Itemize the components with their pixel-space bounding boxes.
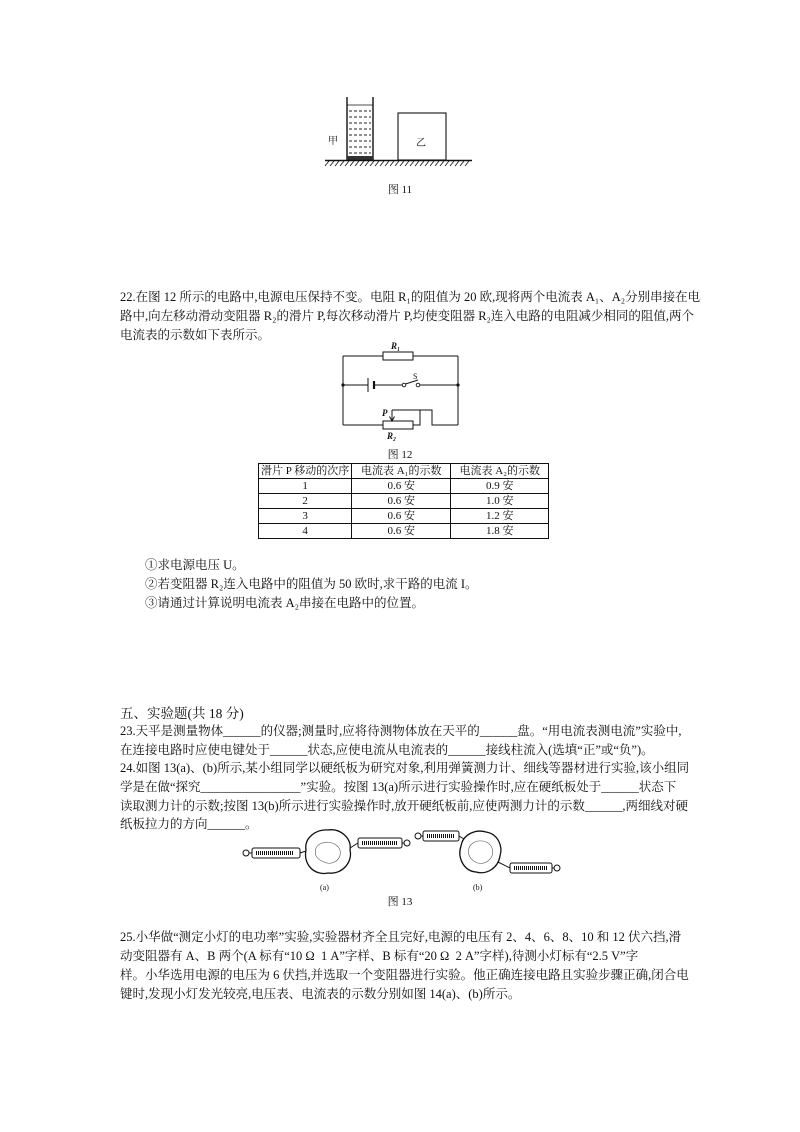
question-24-line: 读取测力计的示数;按图 13(b)所示进行实验操作时,放开硬纸板前,应使两测力计的示数______,两细线对硬 xyxy=(120,798,689,813)
question-25-line: 动变阻器有 A、B 两个(A 标有“10 Ω 1 A”字样、B 标有“20 Ω 2 A”字样),待测小灯标有“2.5 V”字 xyxy=(120,948,639,963)
label-yi: 乙 xyxy=(416,138,426,149)
label-p: P xyxy=(382,408,388,418)
label-r1: R₁ xyxy=(391,341,401,351)
table-cell: 1 xyxy=(259,479,352,494)
resistor-r1 xyxy=(383,352,413,360)
question-24-line: 24.如图 13(a)、(b)所示,某小组同学以硬纸板为研究对象,利用弹簧测力计、细线等器材进行实验,该小组同 xyxy=(120,761,690,776)
scale-ring xyxy=(243,850,249,856)
junction-left xyxy=(341,383,344,386)
question-22-line: 22.在图 12 所示的电路中,电源电压保持不变。电阻 R₁的阻值为 20 欧,现将两个电流表 A₁、A₂分别串接在电 xyxy=(120,290,701,304)
label-r2: R₂ xyxy=(387,431,397,441)
scale-hook xyxy=(459,836,464,839)
rheostat-r2 xyxy=(383,421,413,429)
sub-question: ①求电源电压 U。 xyxy=(145,558,245,572)
scale-hook xyxy=(350,843,358,848)
question-25 xyxy=(120,928,689,1004)
spring-scale-b-left xyxy=(415,831,464,841)
table-header-row xyxy=(259,464,549,479)
cardboard-b xyxy=(460,831,501,873)
switch-contact-right xyxy=(416,383,420,387)
current-readings-table xyxy=(258,463,549,539)
figure-12-circuit xyxy=(330,336,470,444)
table-cell: 3 xyxy=(259,509,352,524)
figure-11 xyxy=(315,88,485,173)
question-22-parts xyxy=(145,556,477,613)
question-25-line: 样。小华选用电源的电压为 6 伏挡,并选取一个变阻器进行实验。他正确连接电路且实验步骤正确,闭合电 xyxy=(120,967,689,982)
label-jia: 甲 xyxy=(328,136,338,147)
section-title: 五、实验题(共 18 分) xyxy=(120,706,244,721)
beaker-base xyxy=(347,156,373,160)
table-header: 电流表 A₂的示数 xyxy=(451,464,549,479)
table-cell: 1.2 安 xyxy=(451,509,549,524)
spring-scale-b-right xyxy=(498,862,560,873)
question-24-line: 纸板拉力的方向______。 xyxy=(120,817,258,832)
table-cell: 2 xyxy=(259,494,352,509)
scale-ring xyxy=(404,840,410,846)
scale-ring xyxy=(415,833,421,839)
table-header: 滑片 P 移动的次序 xyxy=(259,464,352,479)
table-cell: 0.6 安 xyxy=(352,494,451,509)
figure-11-caption: 图 11 xyxy=(387,184,413,196)
ground-hatch xyxy=(325,161,469,166)
question-22-line: 电流表的示数如下表所示。 xyxy=(120,328,271,342)
figure-13-caption: 图 13 xyxy=(387,896,413,908)
question-25-line: 25.小华做“测定小灯的电功率”实验,实验器材齐全且完好,电源的电压有 2、4、6、8、10 和 12 伏六挡,滑 xyxy=(120,929,682,944)
table-row xyxy=(259,479,549,494)
table-cell: 4 xyxy=(259,524,352,539)
block-yi xyxy=(398,113,446,160)
question-23-line: 在连接电路时应使电键处于______状态,应使电流从电流表的______接线柱流入(选填“正”或“负”)。 xyxy=(120,742,654,757)
circuit-wires xyxy=(343,356,458,425)
question-23 xyxy=(120,722,681,759)
spring-scale-a-right xyxy=(350,838,410,848)
sub-question: ③请通过计算说明电流表 A₂串接在电路中的位置。 xyxy=(145,596,425,610)
question-23-line: 23.天平是测量物体______的仪器;测量时,应将待测物体放在天平的______盘。“用电流表测电流”实验中, xyxy=(120,724,682,738)
sub-question: ②若变阻器 R₂连入电路中的阻值为 50 欧时,求干路的电流 I。 xyxy=(145,577,478,591)
question-22-line: 路中,向左移动滑动变阻器 R₂的滑片 P,每次移动滑片 P,均使变阻器 R₂连入电路的电阻减少相同的阻值,两个 xyxy=(120,309,695,323)
slider-arrow xyxy=(390,410,395,421)
table-cell: 1.0 安 xyxy=(451,494,549,509)
table-cell: 0.9 安 xyxy=(451,479,549,494)
table-row xyxy=(259,494,549,509)
figure-12-caption: 图 12 xyxy=(387,449,413,461)
spring-scale-a-left xyxy=(243,848,306,858)
question-25-line: 键时,发现小灯发光较亮,电压表、电流表的示数分别如图 14(a)、(b)所示。 xyxy=(120,986,521,1001)
figure-13 xyxy=(236,826,566,896)
table-cell: 0.6 安 xyxy=(352,479,451,494)
table-row xyxy=(259,509,549,524)
cardboard-a xyxy=(306,830,351,874)
question-24-line: 学是在做“探究________________”实验。按图 13(a)所示进行实验操作时,应在硬纸板处于______状态下 xyxy=(120,780,677,795)
junction-right xyxy=(456,383,459,386)
liquid-dashes xyxy=(349,111,371,153)
label-a: (a) xyxy=(320,883,329,892)
table-cell: 1.8 安 xyxy=(451,524,549,539)
table-cell: 0.6 安 xyxy=(352,509,451,524)
scale-ring xyxy=(554,865,560,871)
table-header: 电流表 A₁的示数 xyxy=(352,464,451,479)
table-row xyxy=(259,524,549,539)
switch-contact-left xyxy=(402,383,406,387)
label-s: S xyxy=(413,372,418,381)
scale-hook xyxy=(498,862,510,868)
table-cell: 0.6 安 xyxy=(352,524,451,539)
question-24 xyxy=(120,759,689,834)
label-b: (b) xyxy=(473,883,483,892)
